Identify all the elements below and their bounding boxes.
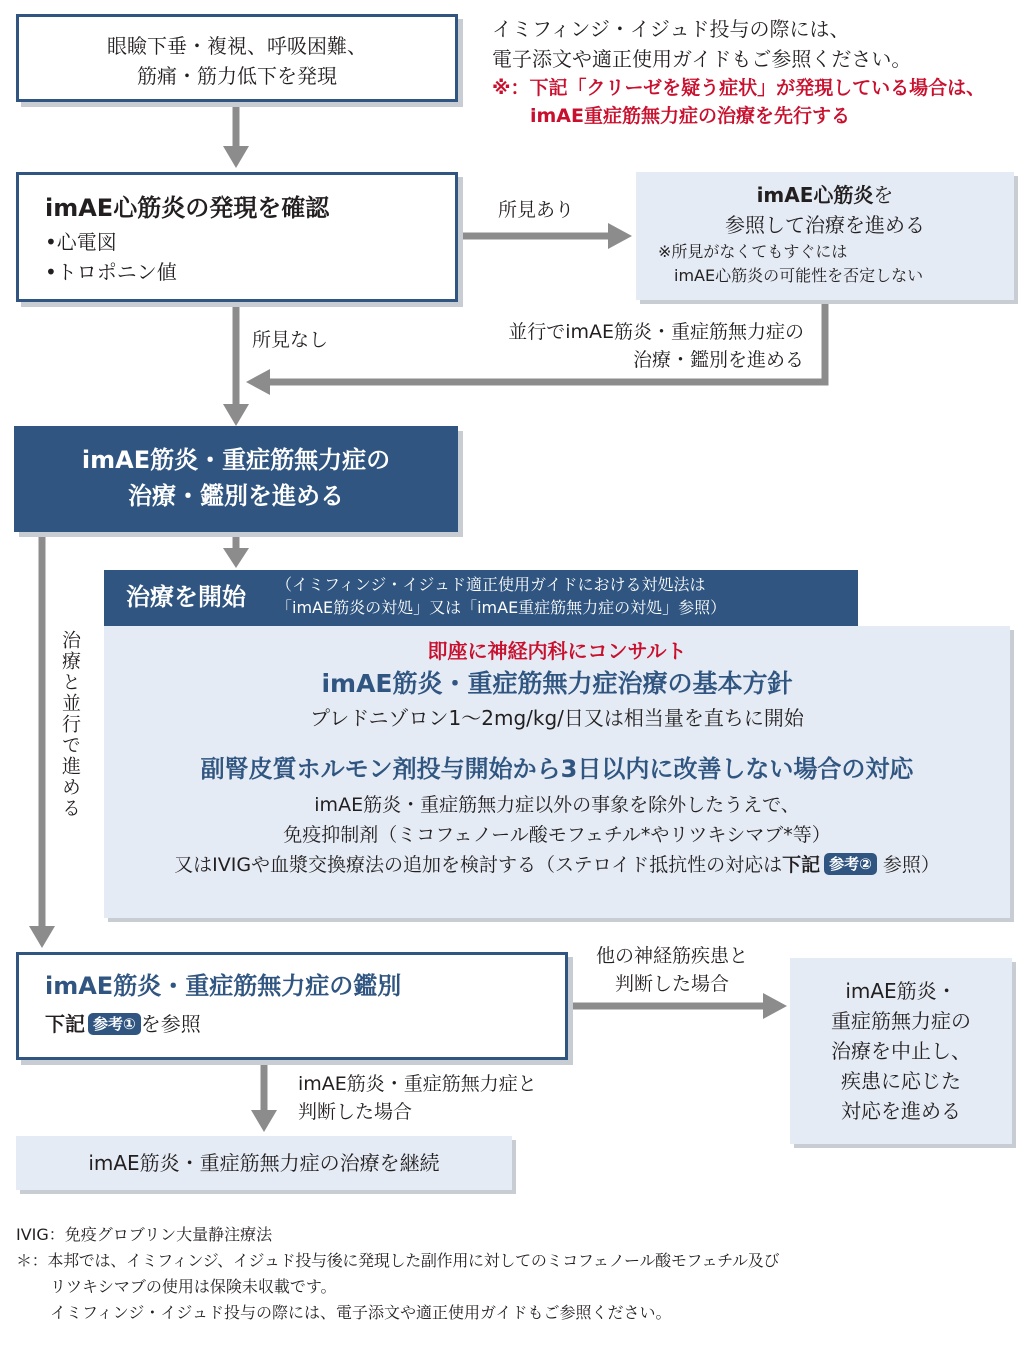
stop-line1: imAE筋炎・ (845, 979, 957, 1003)
ref2-badge[interactable]: 参考② (824, 853, 877, 875)
top-note (492, 14, 1022, 130)
warning-line1: ※：下記「クリーゼを疑う症状」が発現している場合は、 (492, 77, 986, 99)
detail-line1: imAE筋炎・重症筋無力症以外の事象を除外したうえで、 (314, 794, 800, 816)
label-parallel (444, 318, 804, 374)
detail-line3 (104, 850, 1010, 880)
myocarditis-check-title: imAE心筋炎の発現を確認 (45, 194, 330, 222)
myocarditis-ref-title: imAE心筋炎 (756, 183, 874, 207)
myocarditis-check-box (16, 172, 458, 302)
check-item-troponin: •トロポニン値 (45, 260, 177, 284)
start-treatment-header (104, 570, 858, 626)
ref1-badge[interactable]: 参考① (88, 1013, 141, 1035)
stop-line2: 重症筋無力症の (831, 1009, 971, 1033)
main-treatment-box (14, 426, 458, 532)
label-judged-line1: imAE筋炎・重症筋無力症と (298, 1073, 537, 1095)
myocarditis-ref-note1: ※所見がなくてもすぐには (658, 242, 848, 261)
symptom-box (16, 14, 458, 102)
symptom-line1: 眼瞼下垂・複視、呼吸困難、 (107, 34, 367, 58)
stop-line5: 対応を進める (841, 1099, 961, 1123)
continue-text: imAE筋炎・重症筋無力症の治療を継続 (88, 1151, 440, 1175)
differential-box (16, 952, 568, 1060)
check-item-ecg: •心電図 (45, 230, 117, 254)
policy-text: プレドニゾロン1～2mg/kg/日又は相当量を直ちに開始 (310, 706, 804, 730)
treatment-detail-box (104, 626, 1010, 918)
no-improve-title: 副腎皮質ホルモン剤投与開始から3日以内に改善しない場合の対応 (200, 755, 914, 783)
detail-line2: 免疫抑制剤（ミコフェノール酸モフェチル*やリツキシマブ*等） (283, 824, 831, 846)
myocarditis-ref-line2: 参照して治療を進める (725, 213, 925, 237)
differential-ref-bold: 下記 (45, 1012, 85, 1036)
stop-treatment-box (790, 958, 1012, 1144)
consult-text: 即座に神経内科にコンサルト (427, 639, 687, 663)
differential-ref-post: を参照 (140, 1012, 201, 1036)
top-note-line2: 電子添文や適正使用ガイドもご参照ください。 (492, 47, 912, 71)
stop-line4: 疾患に応じた (841, 1069, 961, 1093)
myocarditis-ref-suffix: を (873, 183, 894, 207)
symptom-line2: 筋痛・筋力低下を発現 (137, 64, 337, 88)
policy-title: imAE筋炎・重症筋無力症治療の基本方針 (321, 669, 793, 698)
label-other-disease (572, 942, 772, 998)
continue-treatment-box (16, 1136, 512, 1190)
footnote-star-line3: イミフィンジ・イジュド投与の際には、電子添文や適正使用ガイドもご参照ください。 (50, 1303, 672, 1322)
label-other-disease-line1: 他の神経筋疾患と (595, 945, 748, 967)
detail-line3-post: 参照） (876, 854, 940, 876)
detail-line3-pre: 又はIVIGや血漿交換療法の追加を検討する（ステロイド抵抗性の対応は (174, 854, 783, 876)
footnote-star-line2: リツキシマブの使用は保険未収載です。 (50, 1277, 337, 1296)
start-treatment-note1: （イミフィンジ・イジュド適正使用ガイドにおける対処法は (276, 575, 706, 594)
footnote-ivig: IVIG：免疫グロブリン大量静注療法 (16, 1225, 273, 1244)
footnote-star-line1: ＊：本邦では、イミフィンジ、イジュド投与後に発現した副作用に対してのミコフェノール酸モフェチル及び (16, 1251, 780, 1270)
label-parallel-line1: 並行でimAE筋炎・重症筋無力症の (508, 321, 804, 343)
main-treatment-line1: imAE筋炎・重症筋無力症の (81, 446, 391, 474)
differential-title: imAE筋炎・重症筋無力症の鑑別 (45, 972, 402, 1000)
label-side-vertical: 治療と並行で進める (59, 630, 81, 819)
start-treatment-note2: 「imAE筋炎の対処」又は「imAE重症筋無力症の対処」参照） (276, 598, 727, 617)
label-parallel-line2: 治療・鑑別を進める (632, 349, 804, 371)
warning-line2: imAE重症筋無力症の治療を先行する (530, 105, 850, 127)
start-treatment-title: 治療を開始 (126, 583, 246, 611)
label-judged (298, 1070, 537, 1126)
stop-line3: 治療を中止し、 (831, 1039, 971, 1063)
myocarditis-ref-box (636, 172, 1014, 300)
myocarditis-ref-note2: imAE心筋炎の可能性を否定しない (674, 266, 924, 285)
label-finding-yes: 所見あり (498, 199, 575, 221)
label-judged-line2: 判断した場合 (298, 1101, 413, 1123)
top-note-line1: イミフィンジ・イジュド投与の際には、 (492, 17, 850, 41)
main-treatment-line2: 治療・鑑別を進める (128, 482, 344, 510)
detail-line3-bold: 下記 (782, 854, 821, 876)
label-finding-no: 所見なし (252, 329, 329, 351)
label-other-disease-line2: 判断した場合 (614, 973, 729, 995)
footnotes (16, 1222, 1021, 1326)
